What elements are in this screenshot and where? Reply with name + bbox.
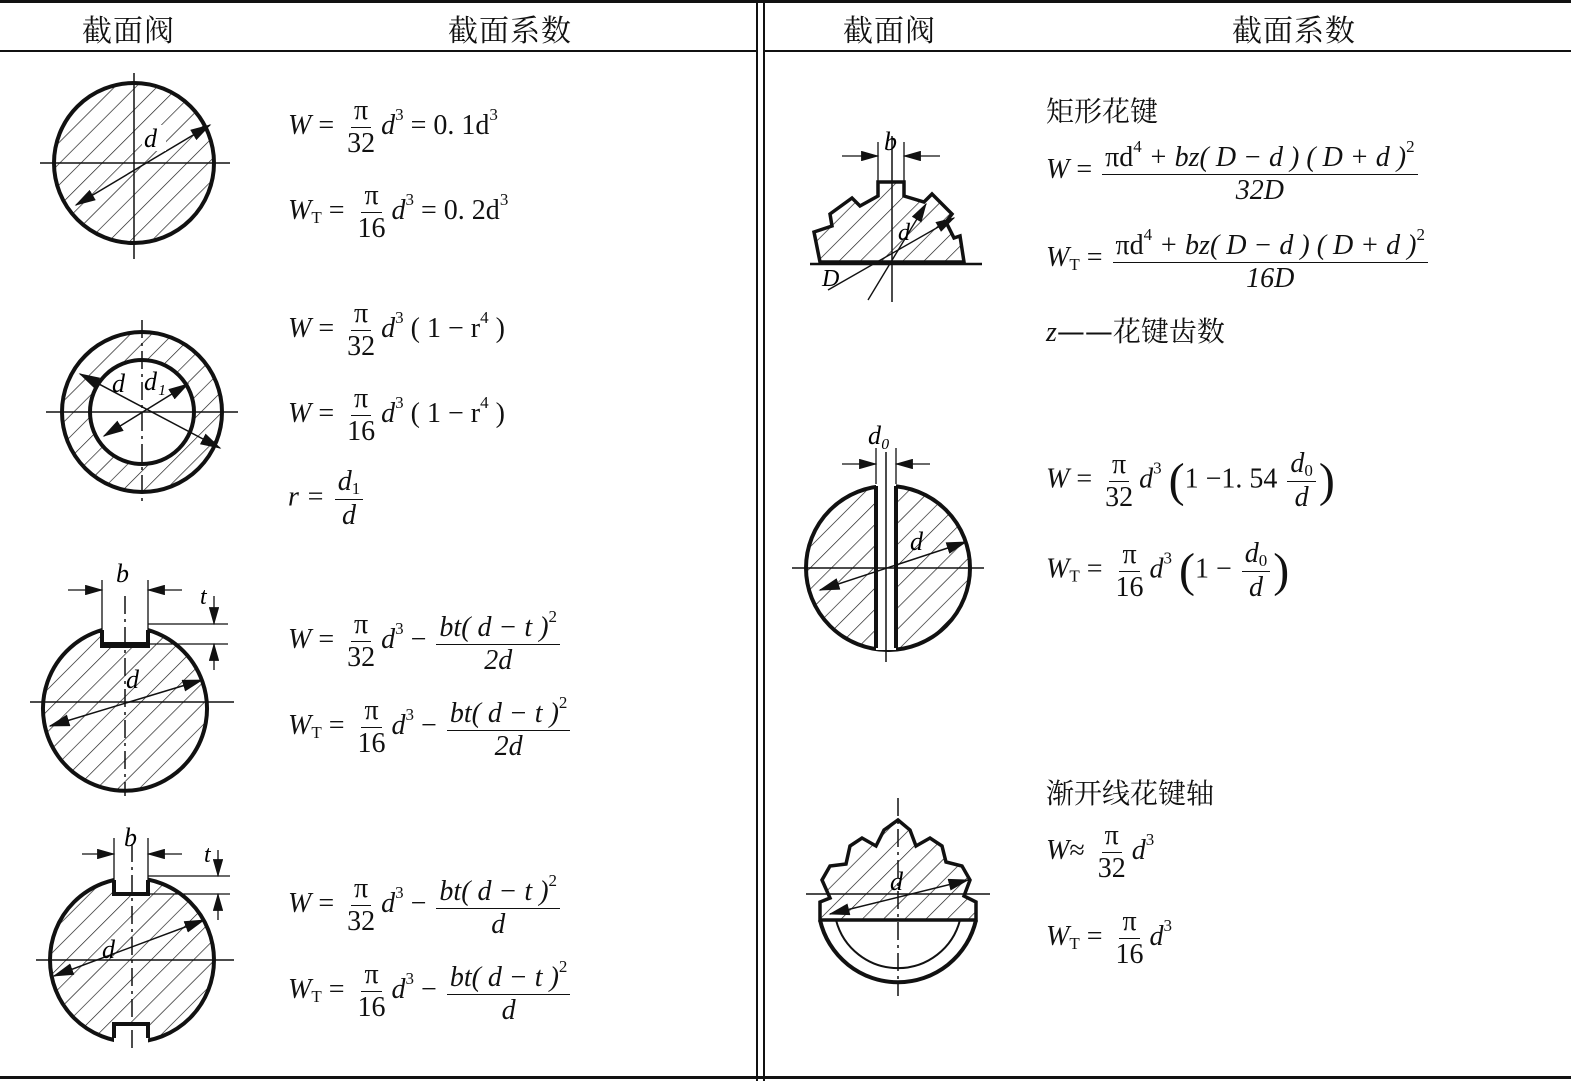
formula-W-hollow: W = $\frac{\pi}{32}$ $d^3$ ( $1 - r^4$ ) [288, 298, 505, 362]
formula-WT-hollow: W = $\frac{\pi}{16}$ $d^3$ ( $1 - r^4$ ) [288, 383, 505, 447]
formula-W-solid: W = $\frac{\pi}{32}$ $d^3 = 0$. $1d^3$ [288, 95, 498, 159]
header-section-left: 截面阀 [82, 14, 175, 49]
spline-tooth-count-note: z——花键齿数 [1046, 315, 1225, 348]
solid-shaft-section-figure [30, 65, 240, 265]
formula-W-double-keyway: W = $\frac{\pi}{32}$ $d^3$ − $\frac{bt( d - t )^2}{d}$ [288, 872, 563, 939]
single-keyway-shaft-figure [28, 560, 238, 800]
hollow-shaft-section-figure [40, 318, 240, 508]
formula-W-rect-spline: W = $\frac{\pi d^4 + bz( D - d ) ( D + d )^2}{32D}$ [1046, 138, 1421, 205]
rectangular-spline-figure [808, 122, 988, 307]
inner-diameter-label: d₁ [144, 367, 167, 396]
rectangular-spline-title: 矩形花键 [1046, 95, 1159, 128]
spline-width-label: b [884, 127, 897, 156]
header-coefficient-right: 截面系数 [1232, 14, 1356, 49]
hole-diameter-label: d₀ [868, 421, 891, 450]
double-keyway-shaft-figure [36, 820, 236, 1055]
formula-W-single-keyway: W = $\frac{\pi}{32}$ $d^3$ − $\frac{bt( d - t )^2}{2d}$ [288, 608, 563, 675]
formula-WT-rect-spline: $W_T$ = $\frac{\pi d^4 + bz( D - d ) ( D + d )^2}{16D}$ [1046, 226, 1431, 293]
involute-diameter-label: d [890, 867, 903, 896]
top-border [0, 0, 1571, 3]
keyway-depth-label: t [200, 584, 207, 610]
involute-spline-title: 渐开线花键轴 [1046, 777, 1215, 810]
header-divider-left [0, 50, 757, 52]
spline-inner-diameter-label: d [898, 220, 910, 246]
bottom-border [0, 1076, 1571, 1079]
center-divider-b [763, 0, 765, 1081]
center-divider-a [756, 0, 758, 1081]
shaft-diameter-label-3: d [910, 527, 923, 556]
keyway-width-label: b [116, 560, 129, 588]
spline-outer-diameter-label: D [822, 266, 840, 292]
header-section-right: 截面阀 [843, 14, 936, 49]
formula-r-ratio: r = $\frac{d_1}{d}$ [288, 468, 366, 530]
formula-WT-double-keyway: $W_T$ = $\frac{\pi}{16}$ $d^3$ − $\frac{bt( d - t )^2}{d}$ [288, 958, 573, 1025]
shaft-diameter-label: d [126, 665, 139, 694]
formula-WT-single-keyway: $W_T$ = $\frac{\pi}{16}$ $d^3$ − $\frac{bt( d - t )^2}{2d}$ [288, 694, 573, 761]
formula-WT-cross-hole: $W_T$ = $\frac{\pi}{16}$ $d^3$ (1 − $\frac{d_0}{d}$ ) [1046, 538, 1290, 603]
shaft-diameter-label-2: d [102, 935, 115, 964]
involute-spline-figure [800, 790, 996, 1000]
keyway-depth-label-2: t [204, 842, 211, 868]
header-coefficient-left: 截面系数 [448, 14, 572, 49]
formula-W-involute: W≈ $\frac{\pi}{32}$ $d^3$ [1046, 820, 1155, 884]
keyway-width-label-2: b [124, 823, 137, 852]
formula-WT-solid: $W_T$ = $\frac{\pi}{16}$ $d^3 = 0$. $2d^3$ [288, 180, 509, 244]
formula-W-cross-hole: W = $\frac{\pi}{32}$ $d^3$ (1 −1. 54 $\frac{d_0}{d}$ ) [1046, 448, 1335, 513]
outer-diameter-label: d [112, 369, 125, 398]
diameter-label: d [144, 124, 157, 153]
formula-WT-involute: $W_T$ = $\frac{\pi}{16}$ $d^3$ [1046, 906, 1173, 970]
cross-hole-shaft-figure [790, 418, 990, 666]
header-divider-right [764, 50, 1571, 52]
